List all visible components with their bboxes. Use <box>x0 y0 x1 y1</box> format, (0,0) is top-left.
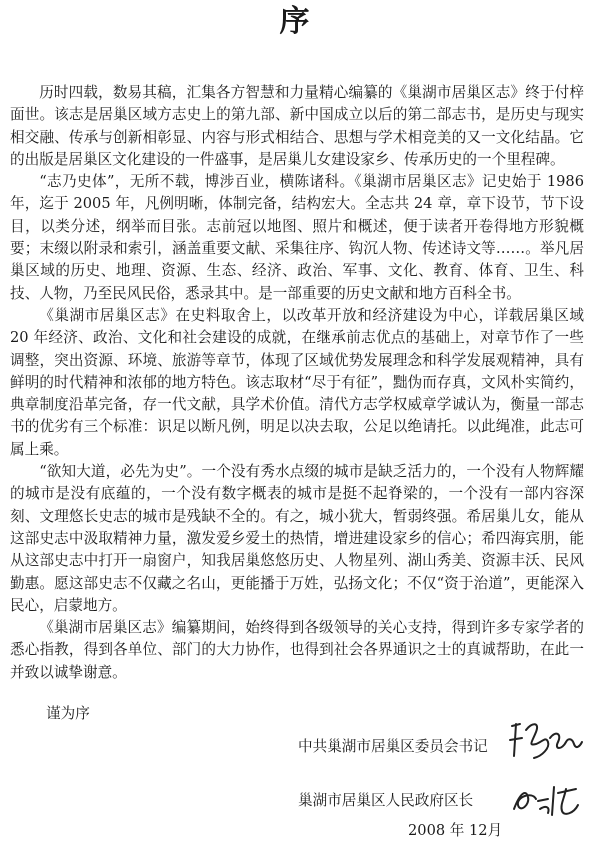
closing-phrase: 谨为序 <box>46 705 90 722</box>
signatory-title-secretary: 中共巢湖市居巢区委员会书记 <box>298 738 488 755</box>
paragraph: 《巢湖市居巢区志》在史料取舍上，以改革开放和经济建设为中心，详载居巢区域 20 年经济、政治、文化和社会建设的成就，在继承前志优点的基础上，对章节作了一些调整，突出资源、环境、旅游等章节，体现了区域优势发展理念和科学发展观精神，具有鲜明的时代精神和浓郁的地方特色。该志取材“尽于有征”，黜伪而存真，文风朴实简约，典章制度沿革完备，存一代文献，具学术价值。清代方志学权威章学诚认为，衡量一部志书的优劣有三个标准：识足以断凡例，明足以决去取，公足以绝请托。以此绳准，此志可属上乘。 <box>10 306 584 458</box>
signatory-title-district-head: 巢湖市居巢区人民政府区长 <box>298 792 474 809</box>
paragraph: “欲知大道，必先为史”。一个没有秀水点缀的城市是缺乏活力的，一个没有人物辉耀的城市是没有底蕴的，一个没有数字概表的城市是挺不起脊梁的，一个没有一部内容深刻、文理悠长史志的城市是残缺不全的。有之，城小犹大，暂弱终强。希居巢儿女，能从这部史志中汲取精神力量，激发爱乡爱土的热情，增进建设家乡的信心；希四海宾朋，能从这部史志中打开一扇窗户，知我居巢悠悠历史、人物星列、湖山秀美、资源丰沃、民风勤惠。愿这部史志不仅藏之名山，更能播于万姓，弘扬文化；不仅“资于治道”，更能深入民心，启蒙地方。 <box>10 463 584 614</box>
preface-body <box>10 82 584 684</box>
paragraph: “志乃史体”，无所不载，博涉百业，横陈诸科。《巢湖市居巢区志》记史始于 1986 年，迄于 2005 年，凡例明晰，体制完备，结构宏大。全志共 24 章，章下设节，节下设目，以类分述，纲举而目张。志前冠以地图、照片和概述，便于读者开卷得地方形貌概要；末缀以附录和索引，涵盖重要文献、采集往序、钩沉人物、传述诗文等……。举凡居巢区域的历史、地理、资源、生态、经济、政治、军事、文化、教育、体育、卫生、科技、人物，乃至民风民俗，悉录其中。是一部重要的历史文献和地方百科全书。 <box>10 173 584 302</box>
handwritten-signature-district-head <box>510 779 582 821</box>
paragraph: 《巢湖市居巢区志》编纂期间，始终得到各级领导的关心支持，得到许多专家学者的悉心指教，得到各单位、部门的大力协作，也得到社会各界通识之士的真诚帮助，在此一并致以诚挚谢意。 <box>10 619 584 681</box>
paragraph: 历时四载，数易其稿，汇集各方智慧和力量精心编纂的《巢湖市居巢区志》终于付梓面世。该志是居巢区域方志史上的第九部、新中国成立以后的第二部志书，是历史与现实相交融、传承与创新相彰显、内容与形式相结合、思想与学术相竞美的又一文化结晶。它的出版是居巢区文化建设的一件盛事，是居巢儿女建设家乡、传承历史的一个里程碑。 <box>10 84 584 168</box>
handwritten-signature-secretary <box>506 716 584 764</box>
date-line: 2008 年 12月 <box>408 822 503 839</box>
page-title: 序 <box>279 4 312 39</box>
